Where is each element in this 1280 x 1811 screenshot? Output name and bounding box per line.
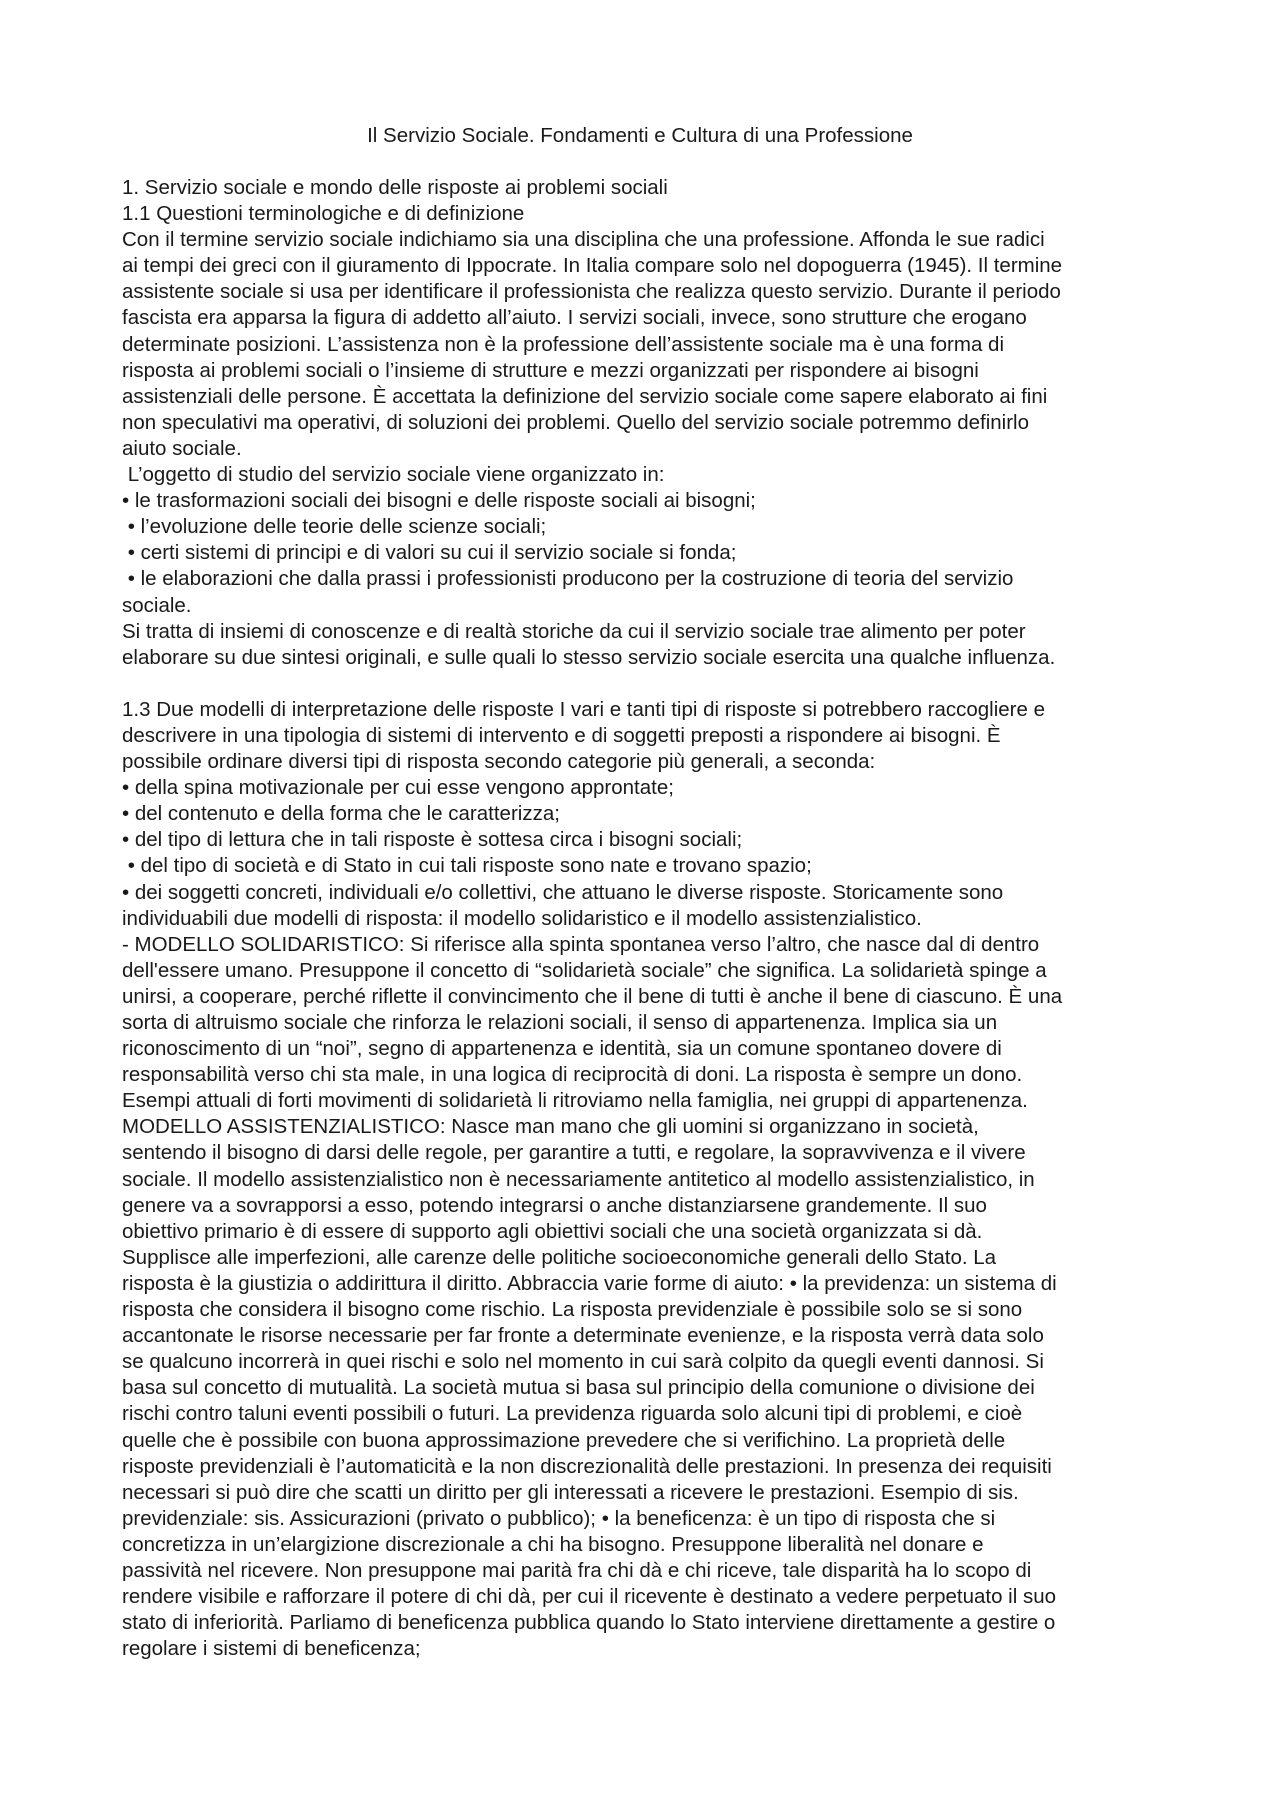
text-line: previdenziale: sis. Assicurazioni (privato o pubblico); • la beneficenza: è un tipo di risposta che si	[122, 1506, 996, 1530]
text-line: regolare i sistemi di beneficenza;	[122, 1637, 421, 1661]
text-line: • certi sistemi di principi e di valori su cui il servizio sociale si fonda;	[122, 541, 737, 565]
text-line: determinate posizioni. L’assistenza non è la professione dell’assistente sociale ma è una forma di	[122, 332, 1005, 356]
text-line: MODELLO ASSISTENZIALISTICO: Nasce man mano che gli uomini si organizzano in società,	[122, 1115, 979, 1139]
text-line: • della spina motivazionale per cui esse vengono approntate;	[122, 776, 674, 800]
text-line: rendere visibile e rafforzare il potere di chi dà, per cui il ricevente è destinato a vedere perpetuato il suo	[122, 1585, 1057, 1609]
document-body	[122, 175, 1172, 1662]
text-line: genere va a sovrapporsi a esso, potendo integrarsi o anche distanziarsene grandemente. Il suo	[122, 1193, 987, 1217]
document-title: Il Servizio Sociale. Fondamenti e Cultura di una Professione	[367, 124, 913, 147]
text-line: • del tipo di società e di Stato in cui tali risposte sono nate e trovano spazio;	[122, 854, 812, 878]
text-line: assistente sociale si usa per identificare il professionista che realizza questo servizio. Durante il periodo	[122, 280, 1061, 304]
text-line: - MODELLO SOLIDARISTICO: Si riferisce alla spinta spontanea verso l’altro, che nasce dal di dentro	[122, 932, 1040, 956]
text-line: necessari si può dire che scatti un diritto per gli interessati a ricevere le prestazioni. Esempio di sis.	[122, 1480, 1019, 1504]
text-line: sentendo il bisogno di darsi delle regole, per garantire a tutti, e regolare, la sopravvivenza e il vivere	[122, 1141, 1026, 1165]
text-line: • l’evoluzione delle teorie delle scienze sociali;	[122, 515, 547, 539]
text-line: Si tratta di insiemi di conoscenze e di realtà storiche da cui il servizio sociale trae alimento per poter	[122, 619, 1026, 643]
text-line: passività nel ricevere. Non presuppone mai parità fra chi dà e chi riceve, tale disparità ha lo scopo di	[122, 1558, 1032, 1582]
text-line: possibile ordinare diversi tipi di risposta secondo categorie più generali, a seconda:	[122, 750, 876, 774]
text-line: • dei soggetti concreti, individuali e/o collettivi, che attuano le diverse risposte. Storicamente sono	[122, 880, 1004, 904]
text-line: L’oggetto di studio del servizio sociale viene organizzato in:	[122, 463, 665, 487]
text-line: unirsi, a cooperare, perché riflette il convincimento che il bene di tutti è anche il bene di ciascuno. È una	[122, 984, 1063, 1008]
text-line: obiettivo primario è di essere di supporto agli obiettivi sociali che una società organizzata si dà.	[122, 1219, 983, 1243]
text-line: • del contenuto e della forma che le caratterizza;	[122, 802, 560, 826]
text-line: sociale. Il modello assistenzialistico non è necessariamente antitetico al modello assistenzialistico, in	[122, 1167, 1035, 1191]
text-line: riconoscimento di un “noi”, segno di appartenenza e identità, sia un comune spontaneo dovere di	[122, 1037, 1002, 1061]
text-line: descrivere in una tipologia di sistemi di intervento e di soggetti preposti a rispondere ai bisogni. È	[122, 723, 1001, 747]
text-line: basa sul concetto di mutualità. La società mutua si basa sul principio della comunione o divisione dei	[122, 1376, 1035, 1400]
text-line: • le elaborazioni che dalla prassi i professionisti producono per la costruzione di teoria del servizio	[122, 567, 1014, 591]
text-line: risposta che considera il bisogno come rischio. La risposta previdenziale è possibile solo se si sono	[122, 1298, 1023, 1322]
text-line: 1. Servizio sociale e mondo delle risposte ai problemi sociali	[122, 176, 668, 199]
section-2	[122, 697, 1172, 1662]
text-line: ai tempi dei greci con il giuramento di Ippocrate. In Italia compare solo nel dopoguerra (1945). Il termine	[122, 254, 1063, 278]
text-line: responsabilità verso chi sta male, in una logica di reciprocità di doni. La risposta è sempre un dono.	[122, 1063, 1023, 1087]
text-line: stato di inferiorità. Parliamo di beneficenza pubblica quando lo Stato interviene direttamente a gestire o	[122, 1611, 1056, 1635]
text-line: assistenziali delle persone. È accettata la definizione del servizio sociale come sapere elaborato ai fini	[122, 384, 1048, 408]
text-line: • le trasformazioni sociali dei bisogni e delle risposte sociali ai bisogni;	[122, 489, 756, 513]
text-line: aiuto sociale.	[122, 436, 242, 460]
text-line: accantonate le risorse necessarie per far fronte a determinate evenienze, e la risposta verrà data solo	[122, 1324, 1044, 1348]
text-line: rischi contro taluni eventi possibili o futuri. La previdenza riguarda solo alcuni tipi di problemi, e cioè	[122, 1402, 1023, 1426]
text-line: Con il termine servizio sociale indichiamo sia una disciplina che una professione. Affonda le sue radici	[122, 228, 1045, 252]
text-line: • del tipo di lettura che in tali risposte è sottesa circa i bisogni sociali;	[122, 828, 743, 852]
section-1	[122, 175, 1172, 671]
text-line: individuabili due modelli di risposta: il modello solidaristico e il modello assistenzialistico.	[122, 906, 922, 930]
text-line: se qualcuno incorrerà in quei rischi e solo nel momento in cui sarà colpito da quegli eventi dannosi. Si	[122, 1350, 1044, 1374]
text-line: non speculativi ma operativi, di soluzioni dei problemi. Quello del servizio sociale potremmo definirlo	[122, 410, 1029, 434]
text-line: 1.1 Questioni terminologiche e di definizione	[122, 202, 525, 226]
text-line: sociale.	[122, 593, 192, 617]
text-line: Esempi attuali di forti movimenti di solidarietà li ritroviamo nella famiglia, nei gruppi di appartenenza.	[122, 1089, 1028, 1113]
text-line: dell'essere umano. Presuppone il concetto di “solidarietà sociale” che significa. La solidarietà spinge a	[122, 958, 1047, 982]
text-line: concretizza in un’elargizione discrezionale a chi ha bisogno. Presuppone liberalità nel donare e	[122, 1532, 984, 1556]
text-line: sorta di altruismo sociale che rinforza le relazioni sociali, il senso di appartenenza. Implica sia un	[122, 1011, 998, 1034]
text-line: Supplisce alle imperfezioni, alle carenze delle politiche socioeconomiche generali dello Stato. La	[122, 1245, 997, 1269]
paragraph-gap	[122, 671, 1172, 697]
text-line: 1.3 Due modelli di interpretazione delle risposte I vari e tanti tipi di risposte si potrebbero raccogliere e	[122, 697, 1045, 721]
text-line: risposte previdenziali è l’automaticità e la non discrezionalità delle prestazioni. In presenza dei requisiti	[122, 1454, 1052, 1478]
text-line: risposta ai problemi sociali o l’insieme di strutture e mezzi organizzati per rispondere ai bisogni	[122, 358, 979, 382]
text-line: elaborare su due sintesi originali, e sulle quali lo stesso servizio sociale esercita una qualche influenza.	[122, 645, 1056, 669]
text-line: risposta è la giustizia o addirittura il diritto. Abbraccia varie forme di aiuto: • la previdenza: un sistema di	[122, 1271, 1057, 1295]
text-line: quelle che è possibile con buona approssimazione prevedere che si verifichino. La proprietà delle	[122, 1428, 1006, 1452]
text-line: fascista era apparsa la figura di addetto all’aiuto. I servizi sociali, invece, sono strutture che erogano	[122, 306, 1027, 330]
